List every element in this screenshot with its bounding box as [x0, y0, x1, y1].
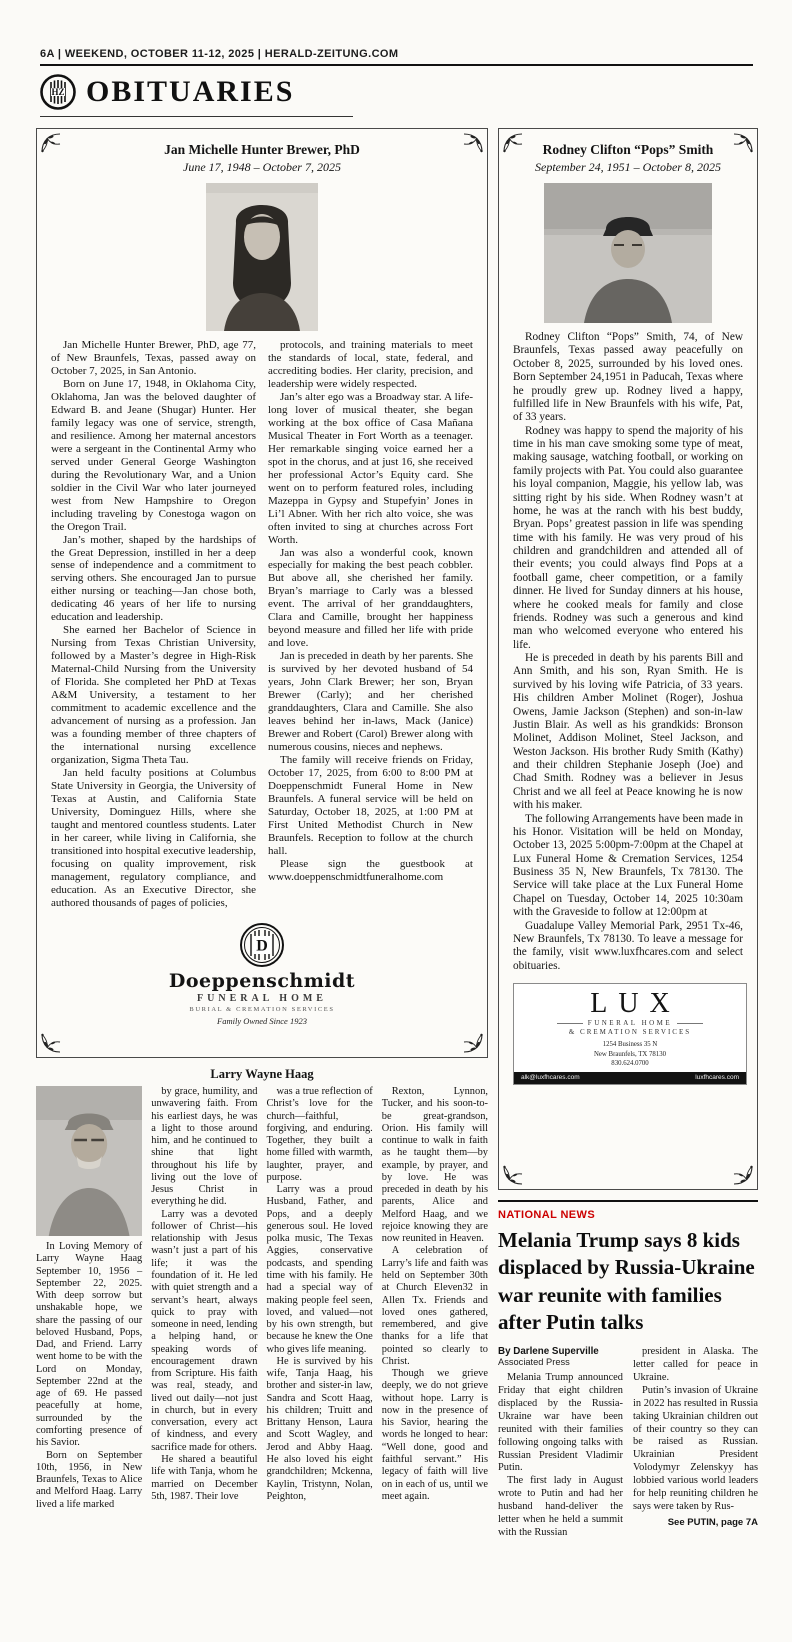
paragraph: She earned her Bachelor of Science in Nursing from Texas Christian University, followed by a Master’s degree in High-Risk Maternal-Child Nursing from the University of Florida. She completed her PhD at Texas A&M University, a testament to her commitment to academic excellence and the advancement of nursing as a profession. Jan was a founding member of three chapters of the international nursing excellence organization, Sigma Theta Tau.: [51, 624, 256, 766]
masthead: 6A | WEEKEND, OCTOBER 11-12, 2025 | HERALD-ZEITUNG.COM: [40, 48, 399, 60]
lux-logo: [513, 983, 747, 1085]
funeral-home-tagline: Family Owned Since 1923: [217, 1015, 307, 1026]
obituary-text-column-1: [51, 339, 256, 910]
obituary-smith: [498, 128, 758, 1190]
obituary-name: Larry Wayne Haag: [210, 1067, 314, 1081]
lux-address-line2: New Braunfels, TX 78130: [594, 1050, 666, 1058]
obituary-dates: June 17, 1948 – October 7, 2025: [183, 160, 341, 174]
lux-address-line1: 1254 Business 35 N: [602, 1041, 658, 1049]
paragraph: Born on September 10th, 1956, in New Braunfels, Texas to Alice and Melford Haag. Larry lived a life marked: [36, 1449, 143, 1510]
paragraph: Jan was also a wonderful cook, known especially for making the best peach cobbler. But above all, she cherished her family. Bryan’s marriage to Carly was a blessed event. The arrival of her granddaughters, Clara and Camille, brought her happiness beyond measure and filled her life with pride and love.: [268, 546, 473, 650]
article-byline: By Darlene Superville: [498, 1346, 599, 1358]
paragraph: was a true reflection of Christ’s love for the church—faithful, forgiving, and enduring. Together, they built a home filled with warmth, laughter, prayer, and purpose.: [266, 1086, 373, 1183]
corner-ornament-icon: [461, 131, 485, 155]
paragraph: A celebration of Larry’s life and faith was held on September 30th at Church Eleven32 in Allen Tx. Friends and loved ones gathered, remembered, and give thanks for a life that pointed so clearly to Christ.: [381, 1245, 488, 1367]
paragraph: The following Arrangements have been made in his Honor. Visitation will be held on Monday, October 13, 2025 5:00pm-7:00pm at the Chapel at Lux Funeral Home & Cremation Services, 1254 Business 35 N, New Braunfels, Tx 78130. The Service will take place at the Lux Funeral Home Chapel on Tuesday, October 14, 2025 10:30am with the Graveside to follow at 12:00pm at: [513, 812, 743, 919]
haag-column-3: [267, 1086, 373, 1638]
paragraph: Melania Trump announced Friday that eight children displaced by the Russia-Ukraine war have been reunited with their families following ongoing talks with Russian President Vladimir Putin.: [498, 1372, 623, 1474]
paragraph: Rodney was happy to spend the majority of his time in his man cave smoking some type of meat, making sausage, watching football, or working on family projects with Pat. You could also guarantee his loyal companion, Maggie, his yellow lab, was sitting right by his side. When Rodney wasn’t at home, he was at the ranch with his best buddy, Bryan. Pops’ greatest passion in life was spending time with his family. He was very proud of his children and grandchildren and attended all of their events; you could always find Pops at a football game, cheer competition, or a family dinner. He lived for Sunday dinners at his house, where he cooked meals for family and close friends. Rodney was such a generous and kind man who welcomed everyone who entered his life.: [513, 424, 743, 651]
obituary-brewer: [36, 128, 488, 1058]
portrait-photo-smith: [544, 183, 712, 323]
corner-ornament-icon: [731, 1163, 755, 1187]
obituary-body: [51, 339, 473, 910]
doeppenschmidt-logo: [51, 922, 473, 1026]
corner-ornament-icon: [39, 131, 63, 155]
corner-ornament-icon: [731, 131, 755, 155]
paragraph: by grace, humility, and unwavering faith. From his earliest days, he was a light to those around him, and he continued to shine that light throughout his life by living out the love of Jesus Christ in everything he did.: [151, 1086, 258, 1208]
obituaries-logo-icon: [40, 74, 76, 110]
paragraph: Please sign the guestbook at www.doeppenschmidtfuneralhome.com: [268, 857, 473, 883]
article-jump-line: See PUTIN, page 7A: [667, 1516, 758, 1528]
obituary-body: [36, 1086, 488, 1638]
paragraph: president in Alaska. The letter called for peace in Ukraine.: [633, 1346, 758, 1383]
page-content: [36, 128, 758, 1642]
section-rule: [40, 116, 353, 117]
section-header: [40, 74, 294, 110]
lux-line1: FUNERAL HOME: [514, 1019, 746, 1027]
paragraph: He is preceded in death by his parents Bill and Ann Smith, and his son, Ryan Smith. He is survived by his loving wife Patricia, of 33 years. His children Amber Molinet (Roger), Joshua Owens, Jamie Jackson (Stephen) and son-in-law Justin Blair. As well as his grandkids: Bronson Molinet, Addison Molinet, Steel Jackson, and Weston Jackson. His brother Rudy Smith (Kathy) and their children Stephanie Joseph (Joe) and Chad Smith. Rodney was a believer in Jesus Christ and we all feel at Peace knowing he is now with his maker.: [513, 652, 743, 812]
corner-ornament-icon: [501, 131, 525, 155]
paragraph: The first lady in August wrote to Putin and had her husband hand-deliver the letter when he held a summit with the Russian: [498, 1475, 623, 1538]
article-body: [498, 1346, 758, 1642]
obituary-name: Jan Michelle Hunter Brewer, PhD: [164, 142, 360, 157]
paragraph: In Loving Memory of Larry Wayne Haag September 10, 1956 – September 22, 2025. With deep sorrow but unshakable hope, we share the passing of our beloved Husband, Pops, Dad, and Friend. Larry went home to be with the Lord on Monday, September 22nd at the age of 69. He passed peacefully at home, surrounded by the comforting presence of his Savior.: [36, 1241, 143, 1449]
lux-address: [514, 1040, 746, 1068]
paragraph: Rodney Clifton “Pops” Smith, 74, of New Braunfels, Texas passed away peacefully on October 8, 2025, surrounded by his loved ones. Born September 24,1951 in Paducah, Texas where he proudly grew up. Rodney lived a happy, fulfilled life in New Braunfels with his wife, Pat, of 33 years.: [513, 331, 743, 424]
article-credit: Associated Press: [498, 1357, 570, 1368]
haag-column-2: [151, 1086, 257, 1638]
section-title: OBITUARIES: [86, 75, 295, 108]
funeral-home-name: Doeppenschmidt: [168, 969, 356, 992]
corner-ornament-icon: [39, 1031, 63, 1055]
funeral-home-line1: FUNERAL HOME: [197, 992, 327, 1004]
obituary-text-column-2: [268, 339, 473, 910]
paragraph: Rexton, Lynnon, Tucker, and his soon-to-be great-grandson, Orion. His family will continue to walk in faith as he taught them—by example, by prayer, and by love. He was preceded in death by his parents, Alice and Melford Haag, and we rejoice knowing they are now reunited in Heaven.: [381, 1086, 488, 1245]
paragraph: Jan’s mother, shaped by the hardships of the Great Depression, instilled in her a deep sense of independence and a commitment to serving others. She encouraged Jan to pursue either nursing or teaching—Jan chose both, dedicating 46 years of her life to nursing education and leadership.: [51, 533, 256, 624]
article-column-1: [498, 1346, 623, 1642]
obituary-name: Rodney Clifton “Pops” Smith: [542, 142, 714, 157]
paragraph: Jan Michelle Hunter Brewer, PhD, age 77, of New Braunfels, Texas, passed away on October 7, 2025, in San Antonio.: [51, 339, 256, 377]
masthead-rule: [40, 64, 753, 66]
lux-contact-bar: [514, 1072, 746, 1084]
paragraph: Jan is preceded in death by her parents. She is survived by her devoted husband of 54 years, John Clark Brewer; her son, Bryan Brewer (Carly); and her cherished granddaughters, Clara and Camille. She also leaves behind her in-laws, Mack (Janice) Brewer and Robert (Carol) Brewer along with numerous cousins, nieces and nephews.: [268, 650, 473, 754]
corner-ornament-icon: [501, 1163, 525, 1187]
paragraph: He is survived by his wife, Tanja Haag, his brother and sister-in law, Sandra and Scott Haag, his children; Truitt and Brittany Henson, Laura and Scott Wagley, and Jerod and Abby Haag. He also loved his eight grandchildren; Mckenna, Kaylin, Tristynn, Nolan, Peighton,: [266, 1355, 373, 1502]
svg-text:HZ: HZ: [51, 87, 65, 97]
lux-website: luxfhcares.com: [695, 1074, 739, 1082]
paragraph: Larry was a proud Husband, Father, and Pops, and a deeply generous soul. He loved polka music, The Texas Aggies, conservative podcasts, and spending time with his family. He had a special way of making people feel seen, loved, and valued—not by his own strength, but because he knew the One who gives life meaning.: [266, 1184, 373, 1355]
haag-column-1-text: [36, 1241, 142, 1511]
paragraph: Born on June 17, 1948, in Oklahoma City, Oklahoma, Jan was the beloved daughter of Edward B. and Jeane (Shugar) Hunter. Her family legacy was one of service, strength, and resilience. Among her maternal ancestors were a sergeant in the Continental Army who served under General George Washington during the Revolutionary War, and a Union soldier in the Civil War who later journeyed west from New Hampshire to Oregon including traveling by Conestoga wagon on the Oregon Trail.: [51, 377, 256, 533]
paragraph: Jan’s alter ego was a Broadway star. A life-long lover of musical theater, she began working at the box office of Casa Mañana Musical Theater in Fort Worth as a teenager. Her remarkable singing voice earned her a spot in the chorus, and at just 16, she received her professional Actor’s Equity card. She went on to perform featured roles, including Mazeppa in Gypsy and Stupefyin’ Jones in Li’l Abner. With her rich alto voice, she was often invited to sing at churches across Fort Worth.: [268, 390, 473, 546]
corner-ornament-icon: [461, 1031, 485, 1055]
paragraph: He shared a beautiful life with Tanja, whom he married on December 5th, 1987. Their love: [151, 1453, 258, 1502]
paragraph: Though we grieve deeply, we do not grieve without hope. Larry is now in the presence of his Savior, hearing the words he longed to hear: “Well done, good and faithful servant.” His legacy of faith will live on in each of us, until we meet again.: [381, 1368, 488, 1502]
svg-text:D: D: [256, 937, 268, 955]
national-news-kicker: NATIONAL NEWS: [498, 1209, 596, 1221]
portrait-photo-haag: [36, 1086, 142, 1236]
haag-column-1: [36, 1086, 142, 1638]
lux-email: alk@luxfhcares.com: [521, 1074, 580, 1082]
national-news-section: [498, 1200, 758, 1642]
lux-phone: 830.624.0700: [611, 1059, 649, 1067]
obituary-haag: [36, 1062, 488, 1638]
left-column: [36, 128, 488, 1642]
right-column: [498, 128, 758, 1642]
article-column-2: [633, 1346, 758, 1642]
obituary-dates: September 24, 1951 – October 8, 2025: [535, 160, 721, 174]
paragraph: Jan held faculty positions at Columbus State University in Georgia, the University of Texas at Austin, and California State University, Dominguez Hills, where she taught and mentored countless students. Later in her career, while living in California, she transitioned into hospital executive leadership, focusing on quality improvement, risk management, regulatory compliance, and education. As an Executive Director, she authored thousands of pages of policies,: [51, 766, 256, 909]
paragraph: Putin’s invasion of Ukraine in 2022 has resulted in Russia taking Ukrainian children out of their country so they can be raised as Russian. Ukrainian President Volodymyr Zelenskyy has lobbied various world leaders for help reuniting children he says were taken by Rus-: [633, 1384, 758, 1512]
portrait-photo-brewer: [206, 183, 318, 331]
funeral-home-line2: BURIAL & CREMATION SERVICES: [189, 1005, 335, 1013]
paragraph: Larry was a devoted follower of Christ—his relationship with Jesus wasn’t just a part of his life; it was the foundation of it. He led with quiet strength and a servant’s heart, always quick to pray with someone in need, lending a helping hand, or speaking words of encouragement drawn from Scripture. His faith was real, steady, and lived out daily—not just in church, but in every conversation, every act of kindness, and every sacrifice made for others.: [151, 1208, 258, 1453]
article-column-2-text: [633, 1346, 758, 1514]
doeppenschmidt-monogram-icon: [239, 922, 285, 968]
paragraph: Guadalupe Valley Memorial Park, 2951 Tx-46, New Braunfels, Tx 78130. To leave a message for the family, visit www.luxfhcares.com and select obituaries.: [513, 919, 743, 972]
article-headline: Melania Trump says 8 kids displaced by Russia-Ukraine war reunite with families after Putin talks: [498, 1228, 755, 1334]
lux-name: LUX: [590, 988, 681, 1019]
paragraph: protocols, and training materials to meet the standards of local, state, federal, and accrediting bodies. Her clarity, precision, and leadership were widely respected.: [268, 339, 473, 390]
lux-line2: & CREMATION SERVICES: [568, 1028, 692, 1037]
haag-column-4: [382, 1086, 488, 1638]
paragraph: The family will receive friends on Friday, October 17, 2025, from 6:00 to 8:00 PM at Doeppenschmidt Funeral Home in New Braunfels. A funeral service will be held on Saturday, October 18, 2025, at 1:00 PM at First United Methodist Church in New Braunfels. Reception to follow at the church hall.: [268, 754, 473, 857]
obituary-body: [513, 331, 743, 973]
article-column-1-text: [498, 1372, 623, 1540]
